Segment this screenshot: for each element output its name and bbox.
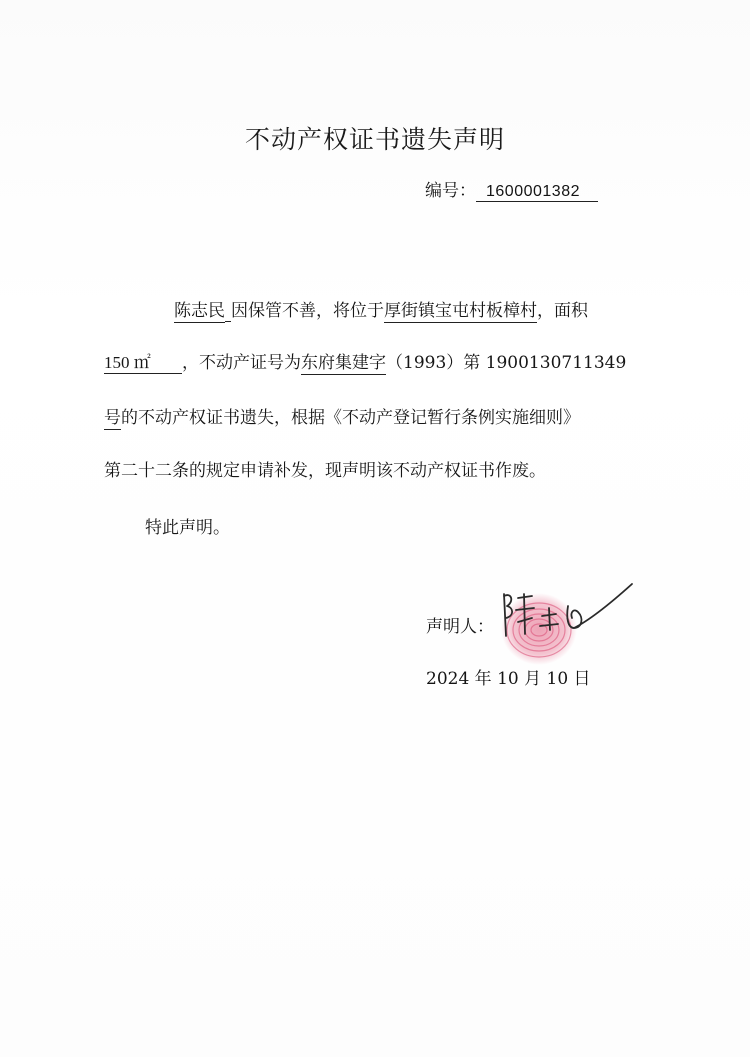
declaration-date: 2024 年 10 月 10 日: [426, 669, 591, 689]
serial-number: [425, 176, 598, 202]
body-line-2: [104, 348, 626, 374]
property-location: 厚街镇宝屯村板樟村: [384, 301, 537, 321]
body-line-1: [174, 296, 588, 322]
owner-name: 陈志民: [174, 301, 225, 321]
body-text-5: 第二十二条的规定申请补发，现声明该不动产权证书作废。: [104, 461, 546, 481]
body-line-4: [104, 456, 546, 481]
body-line-3: [104, 403, 580, 428]
closing-statement: 特此声明。: [145, 518, 230, 538]
handwritten-signature: [494, 572, 644, 652]
body-text-1: 因保管不善，将位于: [231, 301, 384, 321]
certificate-suffix: 号: [104, 408, 121, 428]
serial-label: 编号：: [425, 181, 476, 201]
declarant-label: 声明人：: [426, 617, 494, 637]
certificate-prefix: 东府集建字: [301, 353, 386, 373]
document-title: 不动产权证书遗失声明: [244, 125, 505, 154]
body-text-4: 的不动产权证书遗失，根据《不动产登记暂行条例实施细则》: [121, 408, 580, 428]
property-area-field: [104, 348, 182, 374]
certificate-number: （1993）第 1900130711349: [386, 353, 627, 373]
serial-value: 1600001382: [476, 183, 598, 202]
property-area: 150 ㎡: [104, 353, 151, 372]
body-text-3: ，不动产证号为: [182, 353, 301, 373]
body-text-2: ，面积: [537, 301, 588, 321]
